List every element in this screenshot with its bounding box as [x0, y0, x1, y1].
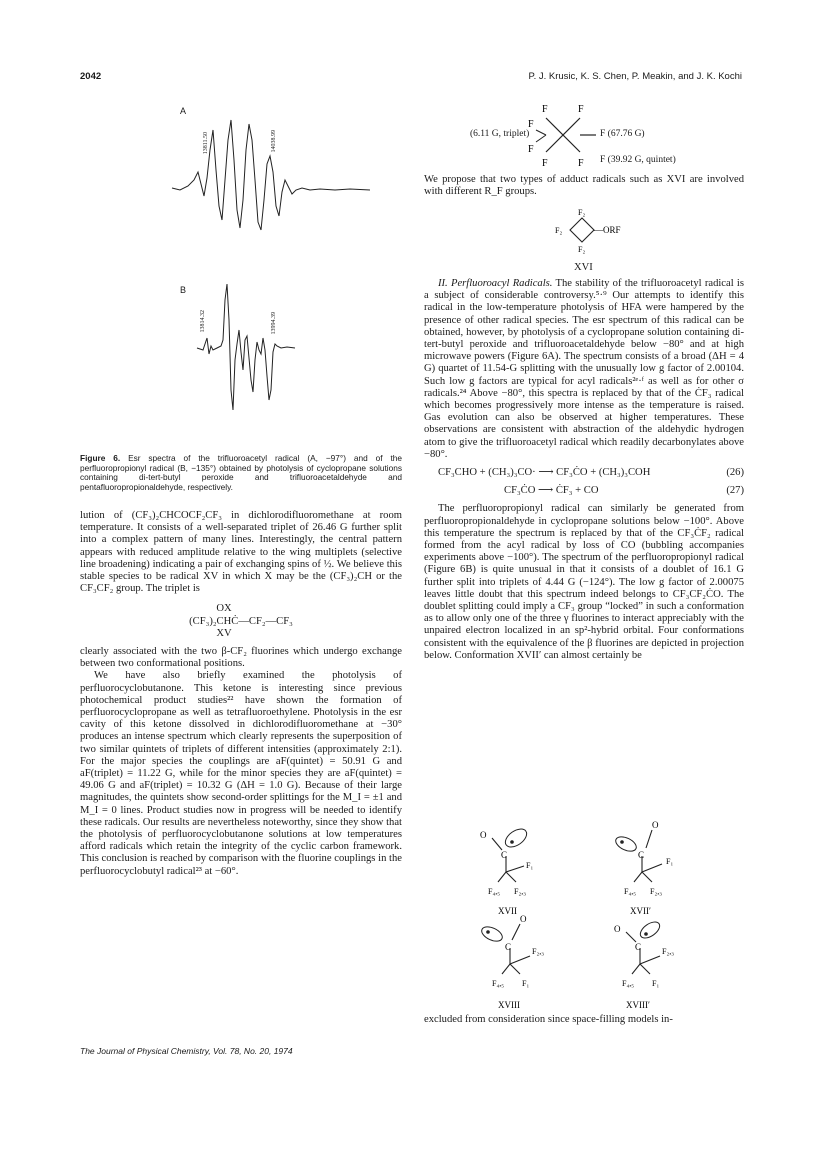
xviii-o: O — [520, 914, 527, 924]
xvi-f2-top: F₂ — [578, 208, 586, 217]
equation-26-number: (26) — [726, 467, 744, 479]
figure-6-caption-text: Esr spectra of the trifluoroacetyl radical (A, −97°) and of the perfluoropropionyl radical (B, −135°) obtained by photolysis of cyclopropane solutions containing di-tert-butyl peroxide and trifluoroacetaldehyde and pentafluoropropionaldehyde, respectively. — [80, 453, 402, 492]
journal-footer: The Journal of Physical Chemistry, Vol. 78, No. 20, 1974 — [80, 1046, 293, 1056]
xviii-f45: F₄,₅ — [492, 979, 505, 988]
equation-27-body: CF₃ĊO ⟶ ĊF₃ + CO — [504, 485, 599, 497]
xvii-f1: F₁ — [526, 861, 534, 870]
xviii-f1: F₁ — [522, 979, 530, 988]
xvii-prime-f23: F₂,₃ — [650, 887, 663, 896]
figure-6-caption — [80, 454, 402, 492]
left-column — [80, 510, 402, 878]
figure-6-caption-label: Figure 6. — [80, 453, 121, 463]
cb-67-label: F (67.76 G) — [600, 129, 645, 139]
conformation-diagrams — [440, 816, 740, 1016]
figure-panel-a-label: A — [180, 106, 187, 116]
xvii-prime-o: O — [652, 820, 659, 830]
xvi-orf: —ORF — [594, 225, 621, 235]
section-heading-perfluoroacyl: II. Perfluoroacyl Radicals. — [438, 278, 553, 289]
xvii-o: O — [480, 830, 487, 840]
panel-b-field-label-1: 13814.32 — [200, 310, 206, 333]
xvii-label: XVII — [498, 906, 517, 916]
equation-27-number: (27) — [726, 485, 744, 497]
left-paragraph-2: clearly associated with the two β-CF₂ fluorines which undergo exchange between two conformational positions. — [80, 646, 402, 670]
xviii-prime-f23: F₂,₃ — [662, 947, 675, 956]
cb-f-left-bottom: F — [528, 144, 534, 155]
xvii-prime-c: C — [638, 850, 645, 860]
xviii-f23: F₂,₃ — [532, 947, 545, 956]
radical-xv-formula: (CF₃)₂CHĊ—CF₂—CF₃ — [189, 615, 293, 627]
xviii-prime-f1: F₁ — [652, 979, 660, 988]
panel-b-field-label-2: 13994.39 — [271, 312, 277, 335]
left-paragraph-1: lution of (CF₃)₂CHCOCF₂CF₃ in dichlorodifluoromethane at room temperature. It consists of a well-separated triplet of 26.46 G further split into a complex pattern of many lines. Interestingly, the central pattern appears with reduced amplitude relative to the wing multiplets (selective line broadening) indicating a pair of exchanging spins of ½. We believe this stable species to be radical XV in which X may be the (CF₃)₂CH or the CF₃CF₂ group. The triplet is — [80, 510, 402, 595]
cb-f-bottom-right: F — [578, 158, 584, 169]
equation-26-body: CF₃CHO + (CH₃)₃CO· ⟶ CF₃ĊO + (CH₃)₃COH — [438, 467, 651, 479]
xvii-prime-f45: F₄,₅ — [624, 887, 637, 896]
xvii-prime-label: XVII′ — [630, 906, 651, 916]
xvi-f2-left: F₂ — [555, 226, 563, 235]
xviii-c: C — [505, 942, 512, 952]
xviii-prime-c: C — [635, 942, 642, 952]
conformation-xvii-prime — [613, 820, 673, 916]
cb-quintet-label: F (39.92 G, quintet) — [600, 155, 676, 165]
right-paragraph-2: II. Perfluoroacyl Radicals. The stability of the trifluoroacetyl radical is a subject of considerable controversy.⁵·⁹ Our attempts to identify this radical in the low-temperature photolysis of HFA were hampered by the presence of other radical species. The esr spectrum of this radical can be obtained, however, by photolysis of a cyclopropane solution containing di-tert-butyl peroxide and trifluoroacetaldehyde below −80° and at high microwave powers (Figure 6A). The spectrum consists of a broad (ΔH = 4 G) quartet of 11.54-G splitting with the unusually low g factor of 2.00104. Such low g factors are typical for acyl radicals²ᵉ·ᶠ as well as for other σ radicals.²⁴ Above −80°, this spectra is replaced by that of the ĊF₃ radical which becomes progressively more intense as the temperature is raised. Gas evolution can also be observed at higher temperatures. These observations are consistent with abstraction of the aldehydic hydrogen atom to give the trifluoroacetyl radical which readily decarbonylates above −80°. — [424, 278, 744, 460]
left-paragraph-3: We have also briefly examined the photolysis of perfluorocyclobutanone. This ketone is interesting since previous photochemical product studies²² have shown the formation of perfluorocyclopropane as well as tetrafluoroethylene. Photolysis in the esr cavity of this ketone dissolved in dichlorodifluoromethane at −30° produces an intense spectrum which clearly represents the superposition of two similar quintets of triplets of different intensities (approximately 2:1). For the major species the couplings are aF(quintet) = 50.91 G and aF(triplet) = 11.22 G, while for the minor species they are aF(quintet) = 49.06 G and aF(triplet) = 10.32 G (ΔH = 1.0 G). Because of their large magnitudes, the quintets show second-order splittings for the M_I = ±1 and M_I = 0 lines. Product studies now in progress will be needed to identify these radicals. Our results are nevertheless noteworthy, since they show that the photolysis of perfluorocyclobutanone solutions at low temperatures afford radicals which retain the integrity of the cyclic carbon framework. This conclusion is reached by comparison with the fluorine couplings in the perfluorocyclobutyl radical²³ at −60°. — [80, 670, 402, 877]
cb-f-bottom-left: F — [542, 158, 548, 169]
xvi-f2-bottom: F₂ — [578, 245, 586, 254]
right-paragraph-1: We propose that two types of adduct radicals such as XVI are involved with different R_F groups. — [424, 174, 744, 198]
panel-a-field-label-2: 14038.99 — [271, 130, 277, 153]
running-header-authors: P. J. Krusic, K. S. Chen, P. Meakin, and J. K. Kochi — [528, 71, 742, 82]
equation-27 — [424, 485, 744, 497]
conformation-xvii — [480, 825, 533, 916]
right-paragraph-4: excluded from consideration since space-filling models in- — [424, 1014, 673, 1025]
radical-xvi-structure — [540, 204, 660, 256]
cb-triplet-label: (6.11 G, triplet) — [470, 129, 530, 139]
esr-spectrum-a — [170, 110, 410, 250]
cb-f-top-right: F — [578, 104, 584, 115]
xviii-label: XVIII — [498, 1000, 520, 1010]
radical-xv-ox: OX — [216, 603, 232, 615]
xvii-prime-f1: F₁ — [666, 857, 674, 866]
conformation-xviii — [479, 914, 544, 1010]
xvii-c: C — [501, 850, 508, 860]
xviii-prime-label: XVIII′ — [626, 1000, 650, 1010]
equation-26 — [424, 467, 744, 479]
figure-panel-b-label: B — [180, 285, 187, 295]
cb-f-left-top: F — [528, 119, 534, 130]
xviii-prime-o: O — [614, 924, 621, 934]
radical-xvi-label: XVI — [574, 262, 593, 273]
right-paragraph-3: The perfluoropropionyl radical can similarly be generated from perfluoropropionaldehyde in cyclopropane solutions below −100°. Above this temperature the spectrum is replaced by that of the CF₃ĊF₂ radical formed from the acyl radical by loss of CO (bubbling accompanies experiments above −100°). The spectrum of the perfluoropropionyl radical (Figure 6B) is quite unusual in that it consists of a doublet of 16.1 G further split into triplets of 4.44 G (−124°). The low g factor of 2.00075 leaves little doubt that this spectrum indeed belongs to CF₃CF₂ĊO. The doublet splitting could imply a CF₃ group “locked” in such a conformation as to allow only one of the three γ fluorines to interact appreciably with the unpaired electron localized in an sp²-hybrid orbital. Four conformations consistent with the equivalence of the β fluorines are depicted in projection below. Conformation XVII′ can almost certainly be — [424, 503, 744, 661]
esr-spectrum-b — [195, 280, 355, 440]
xviii-prime-f45: F₄,₅ — [622, 979, 635, 988]
conformation-xviii-prime — [614, 919, 674, 1010]
page-number: 2042 — [80, 71, 102, 82]
radical-xv-structure — [80, 603, 402, 640]
right-column — [424, 278, 744, 662]
xvii-f23: F₂,₃ — [514, 887, 527, 896]
panel-a-field-label-1: 13811.50 — [203, 132, 209, 155]
cb-f-top-left: F — [542, 104, 548, 115]
radical-xv-label: XV — [216, 627, 232, 639]
xvii-f45: F₄,₅ — [488, 887, 501, 896]
